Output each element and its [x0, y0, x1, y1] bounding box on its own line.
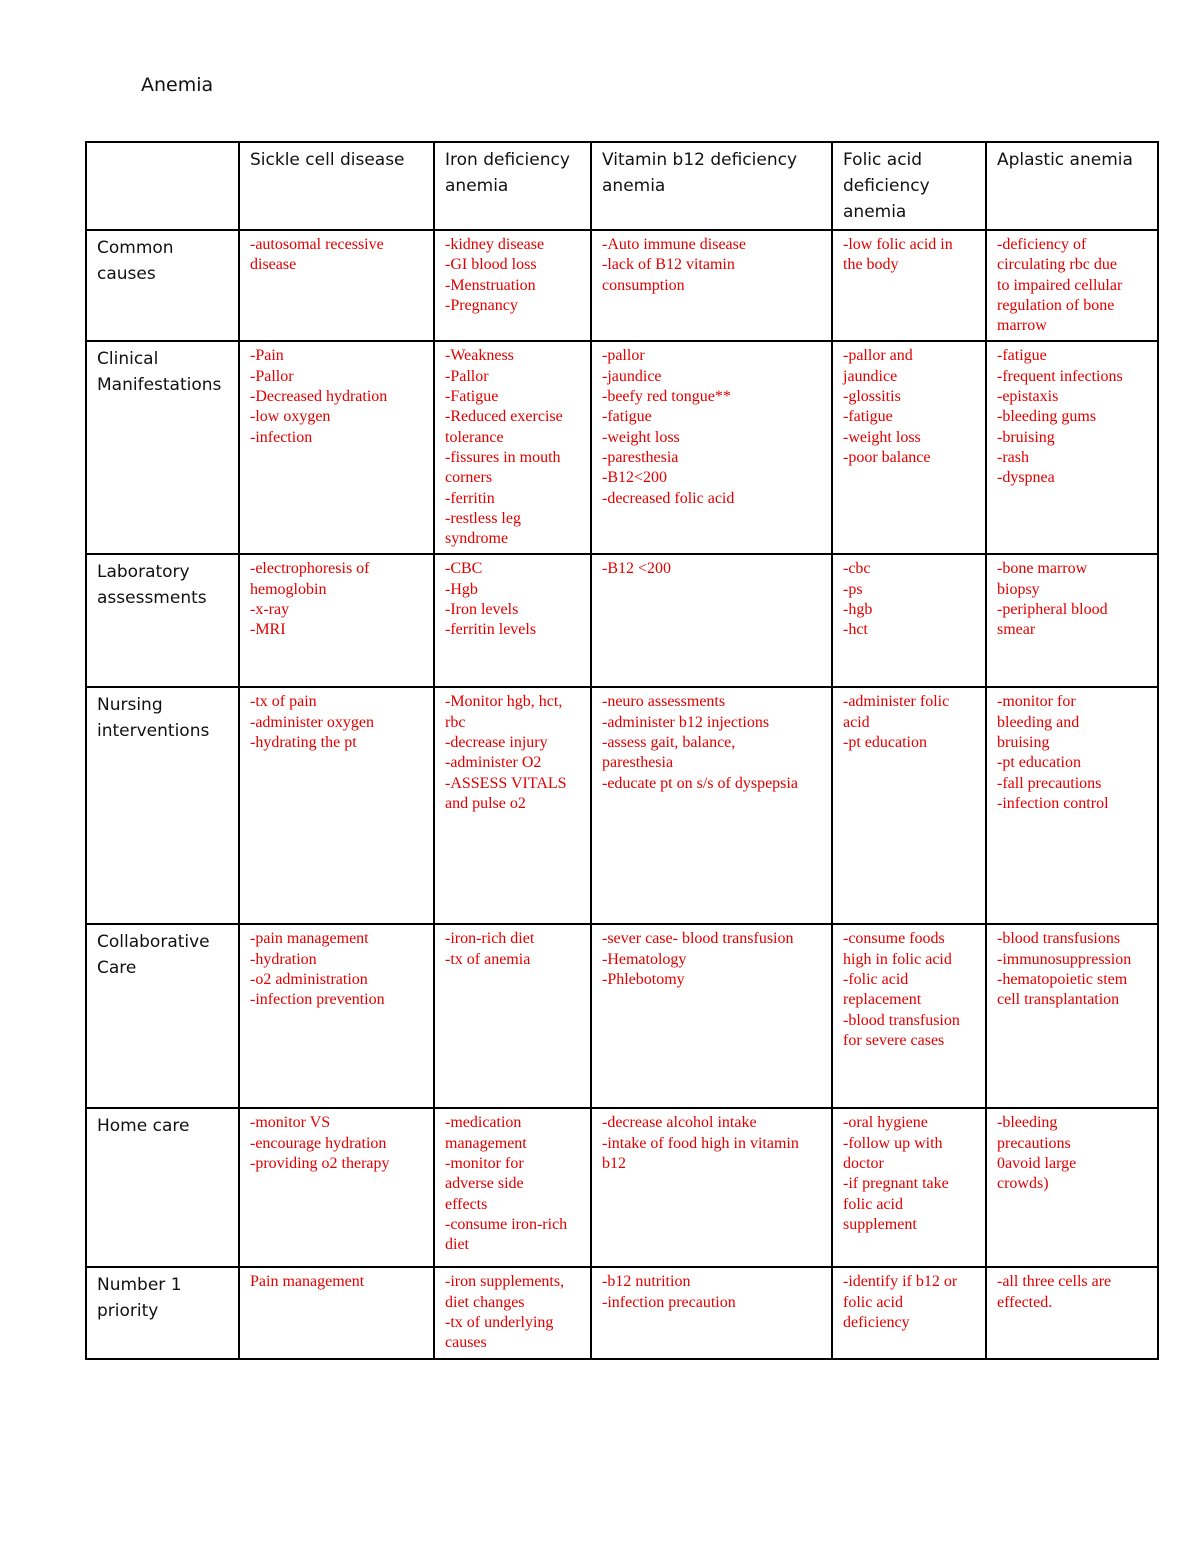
- cell-line: -medication: [445, 1114, 522, 1132]
- cell-line: -iron supplements,: [445, 1273, 565, 1291]
- cell-line: acid: [843, 713, 870, 731]
- cell-line: -Monitor hgb, hct,: [445, 693, 563, 711]
- cell-line: bruising: [997, 734, 1050, 752]
- column-header: Sickle cell disease: [239, 142, 434, 230]
- cell-line: -CBC: [445, 560, 483, 578]
- cell-line: -Weakness: [445, 347, 514, 365]
- cell-line: -o2 administration: [250, 971, 368, 989]
- table-cell: [591, 341, 832, 554]
- cell-line: -cbc: [843, 560, 871, 578]
- cell-line: -infection precaution: [602, 1293, 736, 1311]
- cell-line: -low oxygen: [250, 408, 331, 426]
- cell-line: -kidney disease: [445, 236, 545, 253]
- cell-line: -Hgb: [445, 580, 478, 598]
- cell-line: syndrome: [445, 530, 509, 548]
- cell-line: smear: [997, 621, 1036, 639]
- cell-line: -deficiency of: [997, 236, 1087, 253]
- cell-line: -Auto immune disease: [602, 236, 746, 253]
- row-header: Clinical Manifestations: [86, 341, 239, 554]
- anemia-comparison-table: [85, 141, 1159, 1360]
- cell-line: adverse side: [445, 1175, 524, 1193]
- cell-line: regulation of bone: [997, 296, 1115, 314]
- table-body: [86, 230, 1158, 1359]
- table-row: [86, 1267, 1158, 1358]
- column-header: Vitamin b12 deficiency anemia: [591, 142, 832, 230]
- cell-line: replacement: [843, 991, 922, 1009]
- table-cell: [239, 341, 434, 554]
- cell-line: -epistaxis: [997, 388, 1059, 406]
- table-cell: [239, 687, 434, 924]
- cell-line: crowds): [997, 1175, 1049, 1193]
- table-cell: [986, 554, 1158, 687]
- table-cell: [986, 687, 1158, 924]
- cell-line: -pt education: [843, 734, 927, 752]
- cell-line: -hgb: [843, 601, 873, 619]
- cell-line: -Pain: [250, 347, 284, 365]
- cell-line: -hct: [843, 621, 868, 639]
- table-row: [86, 924, 1158, 1108]
- table-cell: [591, 230, 832, 341]
- cell-line: -iron-rich diet: [445, 930, 535, 948]
- cell-line: -if pregnant take: [843, 1175, 949, 1193]
- cell-line: -hematopoietic stem: [997, 971, 1128, 989]
- column-header: Folic acid deficiency anemia: [832, 142, 986, 230]
- cell-line: -tx of pain: [250, 693, 317, 711]
- cell-line: jaundice: [843, 367, 898, 385]
- cell-line: -weight loss: [602, 428, 680, 446]
- cell-line: -assess gait, balance,: [602, 734, 736, 752]
- cell-line: corners: [445, 469, 493, 487]
- table-cell: [239, 230, 434, 341]
- cell-line: -administer folic: [843, 693, 950, 711]
- cell-line: -peripheral blood: [997, 601, 1108, 619]
- table-row: [86, 230, 1158, 341]
- cell-line: -fatigue: [997, 347, 1047, 365]
- cell-line: -monitor for: [997, 693, 1076, 711]
- cell-line: -providing o2 therapy: [250, 1155, 390, 1173]
- cell-line: -B12<200: [602, 469, 668, 487]
- cell-line: diet changes: [445, 1293, 525, 1311]
- cell-line: paresthesia: [602, 754, 674, 772]
- table-row: [86, 687, 1158, 924]
- cell-line: -ferritin: [445, 489, 495, 507]
- table-cell: [239, 1267, 434, 1358]
- cell-line: Pain management: [250, 1273, 365, 1291]
- table-cell: [832, 230, 986, 341]
- table-row: [86, 1108, 1158, 1267]
- cell-line: -Pallor: [250, 367, 294, 385]
- cell-line: b12: [602, 1155, 626, 1173]
- cell-line: -Fatigue: [445, 388, 499, 406]
- row-header: Common causes: [86, 230, 239, 341]
- table-cell: [832, 1108, 986, 1267]
- cell-line: -hydrating the pt: [250, 734, 357, 752]
- cell-line: -follow up with: [843, 1134, 943, 1152]
- cell-line: -administer b12 injections: [602, 713, 770, 731]
- cell-line: -pallor: [602, 347, 645, 365]
- cell-line: -Pallor: [445, 367, 489, 385]
- cell-line: -tx of anemia: [445, 950, 531, 968]
- cell-line: -administer oxygen: [250, 713, 374, 731]
- cell-line: effected.: [997, 1293, 1053, 1311]
- cell-line: tolerance: [445, 428, 504, 446]
- table-cell: [434, 924, 591, 1108]
- row-header: Collaborative Care: [86, 924, 239, 1108]
- table-row: [86, 341, 1158, 554]
- cell-line: -decrease alcohol intake: [602, 1114, 757, 1132]
- cell-line: bleeding and: [997, 713, 1080, 731]
- cell-line: -monitor for: [445, 1155, 524, 1173]
- cell-line: -beefy red tongue**: [602, 388, 731, 406]
- table-cell: [986, 924, 1158, 1108]
- table-cell: [239, 1108, 434, 1267]
- cell-line: diet: [445, 1236, 469, 1254]
- cell-line: -dyspnea: [997, 469, 1055, 487]
- table-cell: [591, 1108, 832, 1267]
- cell-line: -GI blood loss: [445, 256, 537, 274]
- document-title: Anemia: [141, 74, 214, 96]
- cell-line: -electrophoresis of: [250, 560, 370, 578]
- cell-line: -fatigue: [602, 408, 652, 426]
- cell-line: -fissures in mouth: [445, 448, 561, 466]
- cell-line: hemoglobin: [250, 580, 327, 598]
- cell-line: -pt education: [997, 754, 1081, 772]
- cell-line: -B12 <200: [602, 560, 672, 578]
- table-cell: [832, 687, 986, 924]
- table-cell: [591, 687, 832, 924]
- table-cell: [986, 230, 1158, 341]
- cell-line: -glossitis: [843, 388, 901, 406]
- cell-line: -intake of food high in vitamin: [602, 1134, 799, 1152]
- cell-line: -bleeding gums: [997, 408, 1097, 426]
- table-cell: [434, 1108, 591, 1267]
- cell-line: -sever case- blood transfusion: [602, 930, 794, 948]
- cell-line: -educate pt on s/s of dyspepsia: [602, 774, 798, 792]
- table-cell: [434, 687, 591, 924]
- table-cell: [986, 1267, 1158, 1358]
- cell-line: -infection: [250, 428, 313, 446]
- row-header: Number 1 priority: [86, 1267, 239, 1358]
- column-header: Iron deficiency anemia: [434, 142, 591, 230]
- cell-line: -rash: [997, 448, 1029, 466]
- table-cell: [832, 341, 986, 554]
- cell-line: the body: [843, 256, 899, 274]
- cell-line: cell transplantation: [997, 991, 1120, 1009]
- row-header: Nursing interventions: [86, 687, 239, 924]
- cell-line: -b12 nutrition: [602, 1273, 691, 1291]
- column-header: Aplastic anemia: [986, 142, 1158, 230]
- table-cell: [986, 1108, 1158, 1267]
- table-cell: [434, 554, 591, 687]
- cell-line: circulating rbc due: [997, 256, 1117, 274]
- table-cell: [986, 341, 1158, 554]
- cell-line: -Pregnancy: [445, 296, 518, 314]
- cell-line: biopsy: [997, 580, 1040, 598]
- cell-line: disease: [250, 256, 297, 274]
- table-cell: [832, 1267, 986, 1358]
- cell-line: -weight loss: [843, 428, 921, 446]
- cell-line: -fall precautions: [997, 774, 1102, 792]
- cell-line: effects: [445, 1195, 488, 1213]
- cell-line: -all three cells are: [997, 1273, 1112, 1291]
- cell-line: -oral hygiene: [843, 1114, 928, 1132]
- cell-line: -pallor and: [843, 347, 913, 365]
- table-cell: [434, 341, 591, 554]
- cell-line: -Menstruation: [445, 276, 536, 294]
- cell-line: -identify if b12 or: [843, 1273, 958, 1291]
- cell-line: -MRI: [250, 621, 286, 639]
- cell-line: -bruising: [997, 428, 1055, 446]
- cell-line: -immunosuppression: [997, 950, 1132, 968]
- cell-line: supplement: [843, 1215, 917, 1233]
- cell-line: -lack of B12 vitamin: [602, 256, 735, 274]
- cell-line: -Reduced exercise: [445, 408, 563, 426]
- corner-header-cell: [86, 142, 239, 230]
- cell-line: -hydration: [250, 950, 317, 968]
- table-cell: [239, 554, 434, 687]
- cell-line: -infection prevention: [250, 991, 385, 1009]
- cell-line: high in folic acid: [843, 950, 952, 968]
- table-cell: [832, 924, 986, 1108]
- cell-line: folic acid: [843, 1293, 903, 1311]
- table-cell: [591, 924, 832, 1108]
- cell-line: -poor balance: [843, 448, 931, 466]
- cell-line: consumption: [602, 276, 685, 294]
- cell-line: -x-ray: [250, 601, 290, 619]
- row-header: Laboratory assessments: [86, 554, 239, 687]
- cell-line: -ferritin levels: [445, 621, 537, 639]
- cell-line: -encourage hydration: [250, 1134, 387, 1152]
- header-row: [86, 142, 1158, 230]
- cell-line: -blood transfusions: [997, 930, 1121, 948]
- cell-line: -Decreased hydration: [250, 388, 388, 406]
- cell-line: and pulse o2: [445, 794, 526, 812]
- cell-line: -bleeding: [997, 1114, 1058, 1132]
- cell-line: doctor: [843, 1155, 884, 1173]
- cell-line: -neuro assessments: [602, 693, 726, 711]
- cell-line: -decreased folic acid: [602, 489, 735, 507]
- cell-line: -pain management: [250, 930, 369, 948]
- table-cell: [591, 1267, 832, 1358]
- cell-line: 0avoid large: [997, 1155, 1077, 1173]
- cell-line: causes: [445, 1334, 487, 1352]
- cell-line: -consume foods: [843, 930, 945, 948]
- cell-line: to impaired cellular: [997, 276, 1123, 294]
- cell-line: -Phlebotomy: [602, 971, 685, 989]
- cell-line: management: [445, 1134, 527, 1152]
- cell-line: -bone marrow: [997, 560, 1088, 578]
- cell-line: -folic acid: [843, 971, 909, 989]
- cell-line: deficiency: [843, 1314, 910, 1332]
- cell-line: -ASSESS VITALS: [445, 774, 567, 792]
- cell-line: -Iron levels: [445, 601, 519, 619]
- cell-line: -blood transfusion: [843, 1011, 960, 1029]
- table-cell: [832, 554, 986, 687]
- cell-line: for severe cases: [843, 1031, 945, 1049]
- cell-line: -monitor VS: [250, 1114, 331, 1132]
- cell-line: -ps: [843, 580, 863, 598]
- cell-line: -low folic acid in: [843, 236, 953, 253]
- table-cell: [239, 924, 434, 1108]
- cell-line: -tx of underlying: [445, 1314, 554, 1332]
- cell-line: folic acid: [843, 1195, 903, 1213]
- cell-line: -jaundice: [602, 367, 662, 385]
- row-header: Home care: [86, 1108, 239, 1267]
- cell-line: -Hematology: [602, 950, 687, 968]
- cell-line: -autosomal recessive: [250, 236, 384, 253]
- table-cell: [434, 230, 591, 341]
- table-cell: [434, 1267, 591, 1358]
- cell-line: rbc: [445, 713, 466, 731]
- table-row: [86, 554, 1158, 687]
- cell-line: marrow: [997, 317, 1047, 335]
- cell-line: precautions: [997, 1134, 1071, 1152]
- cell-line: -restless leg: [445, 509, 521, 527]
- cell-line: -decrease injury: [445, 734, 548, 752]
- table-cell: [591, 554, 832, 687]
- cell-line: -fatigue: [843, 408, 893, 426]
- cell-line: -consume iron-rich: [445, 1215, 568, 1233]
- cell-line: -administer O2: [445, 754, 542, 772]
- cell-line: -frequent infections: [997, 367, 1123, 385]
- cell-line: -infection control: [997, 794, 1109, 812]
- cell-line: -paresthesia: [602, 448, 679, 466]
